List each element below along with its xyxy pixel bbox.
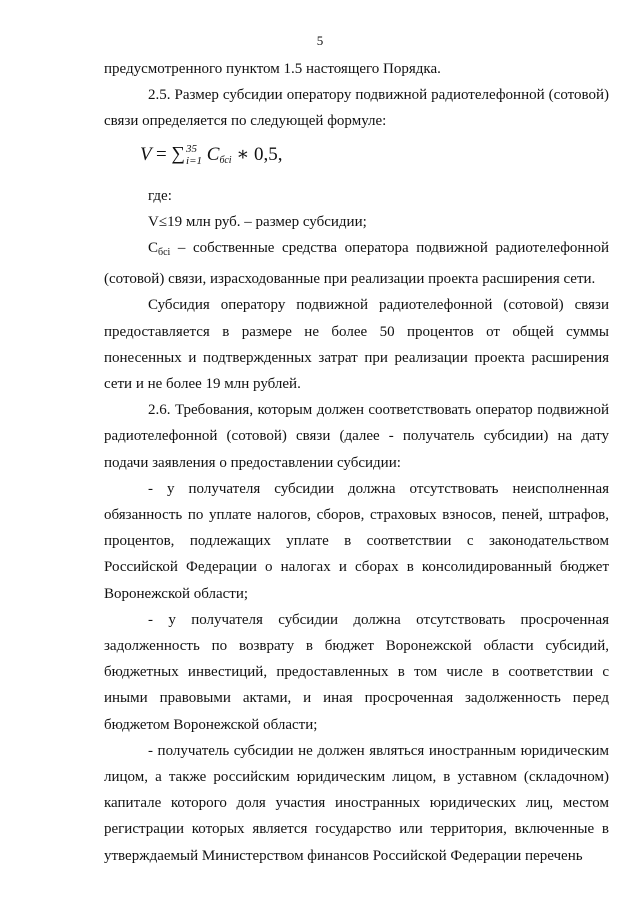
list-item-foreign-entity: - получатель субсидии не должен являться иностранным юридическим лицом, а также российским юридическим лицом, в уставном (складочном) капитале которого доля участия иностранных юридических лиц, местом регистрации которых является государство или территория, включенные в утверждаемый Министерством финансов Российской Федерации перечень [104, 742, 609, 864]
paragraph-subsidy-limit: Субсидия оператору подвижной радиотелефонной (сотовой) связи предоставляется в размере не более 50 процентов от общей суммы понесенных и подтвержденных затрат при реализации проекта расширения сети и не более 19 млн рублей. [104, 297, 609, 393]
formula-lhs: V [140, 143, 152, 165]
paragraph-c-definition [104, 235, 609, 292]
formula-equals: = [156, 143, 167, 165]
sum-lower-limit: i=1 [186, 155, 203, 168]
document-body [104, 56, 609, 869]
subsidy-formula [140, 139, 609, 177]
page-number: 5 [316, 33, 324, 48]
paragraph-2-5: 2.5. Размер субсидии оператору подвижной радиотелефонной (сотовой) связи определяется по следующей формуле: [104, 87, 609, 130]
paragraph-where: где: [148, 187, 172, 204]
c-subscript: бсi [158, 247, 171, 259]
formula-term: C [206, 143, 220, 165]
formula-term-subscript: бсi [219, 154, 232, 166]
formula-rest: ∗ 0,5, [236, 143, 283, 165]
formula-sum [171, 143, 202, 167]
paragraph-continuation: предусмотренного пунктом 1.5 настоящего Порядка. [104, 61, 441, 77]
sum-sign: ∑ [171, 143, 186, 165]
sum-upper-limit: 35 [186, 143, 198, 156]
c-symbol: С [148, 240, 159, 257]
paragraph-2-6: 2.6. Требования, которым должен соответствовать оператор подвижной радиотелефонной (сотовой) связи (далее - получатель субсидии) на дату подачи заявления о предоставлении субсидии: [104, 402, 609, 471]
list-item-overdue-debt: - у получателя субсидии должна отсутствовать просроченная задолженность по возврату в бюджет Воронежской области субсидий, бюджетных инвестиций, предоставленных в том числе в соответствии с иными правовыми актами, и иная просроченная задолженность перед бюджетом Воронежской области; [104, 611, 609, 733]
c-definition-text: – собственные средства оператора подвижной радиотелефонной (сотовой) связи, израсходованные при реализации проекта расширения сети. [104, 240, 609, 288]
list-item-tax-obligation: - у получателя субсидии должна отсутствовать неисполненная обязанность по уплате налогов, сборов, страховых взносов, пеней, штрафов, процентов, подлежащих уплате в соответствии с законодательством Российской Федерации о налогах и сборах в консолидированный бюджет Воронежской области; [104, 480, 609, 602]
paragraph-v-definition: V≤19 млн руб. – размер субсидии; [148, 213, 367, 230]
